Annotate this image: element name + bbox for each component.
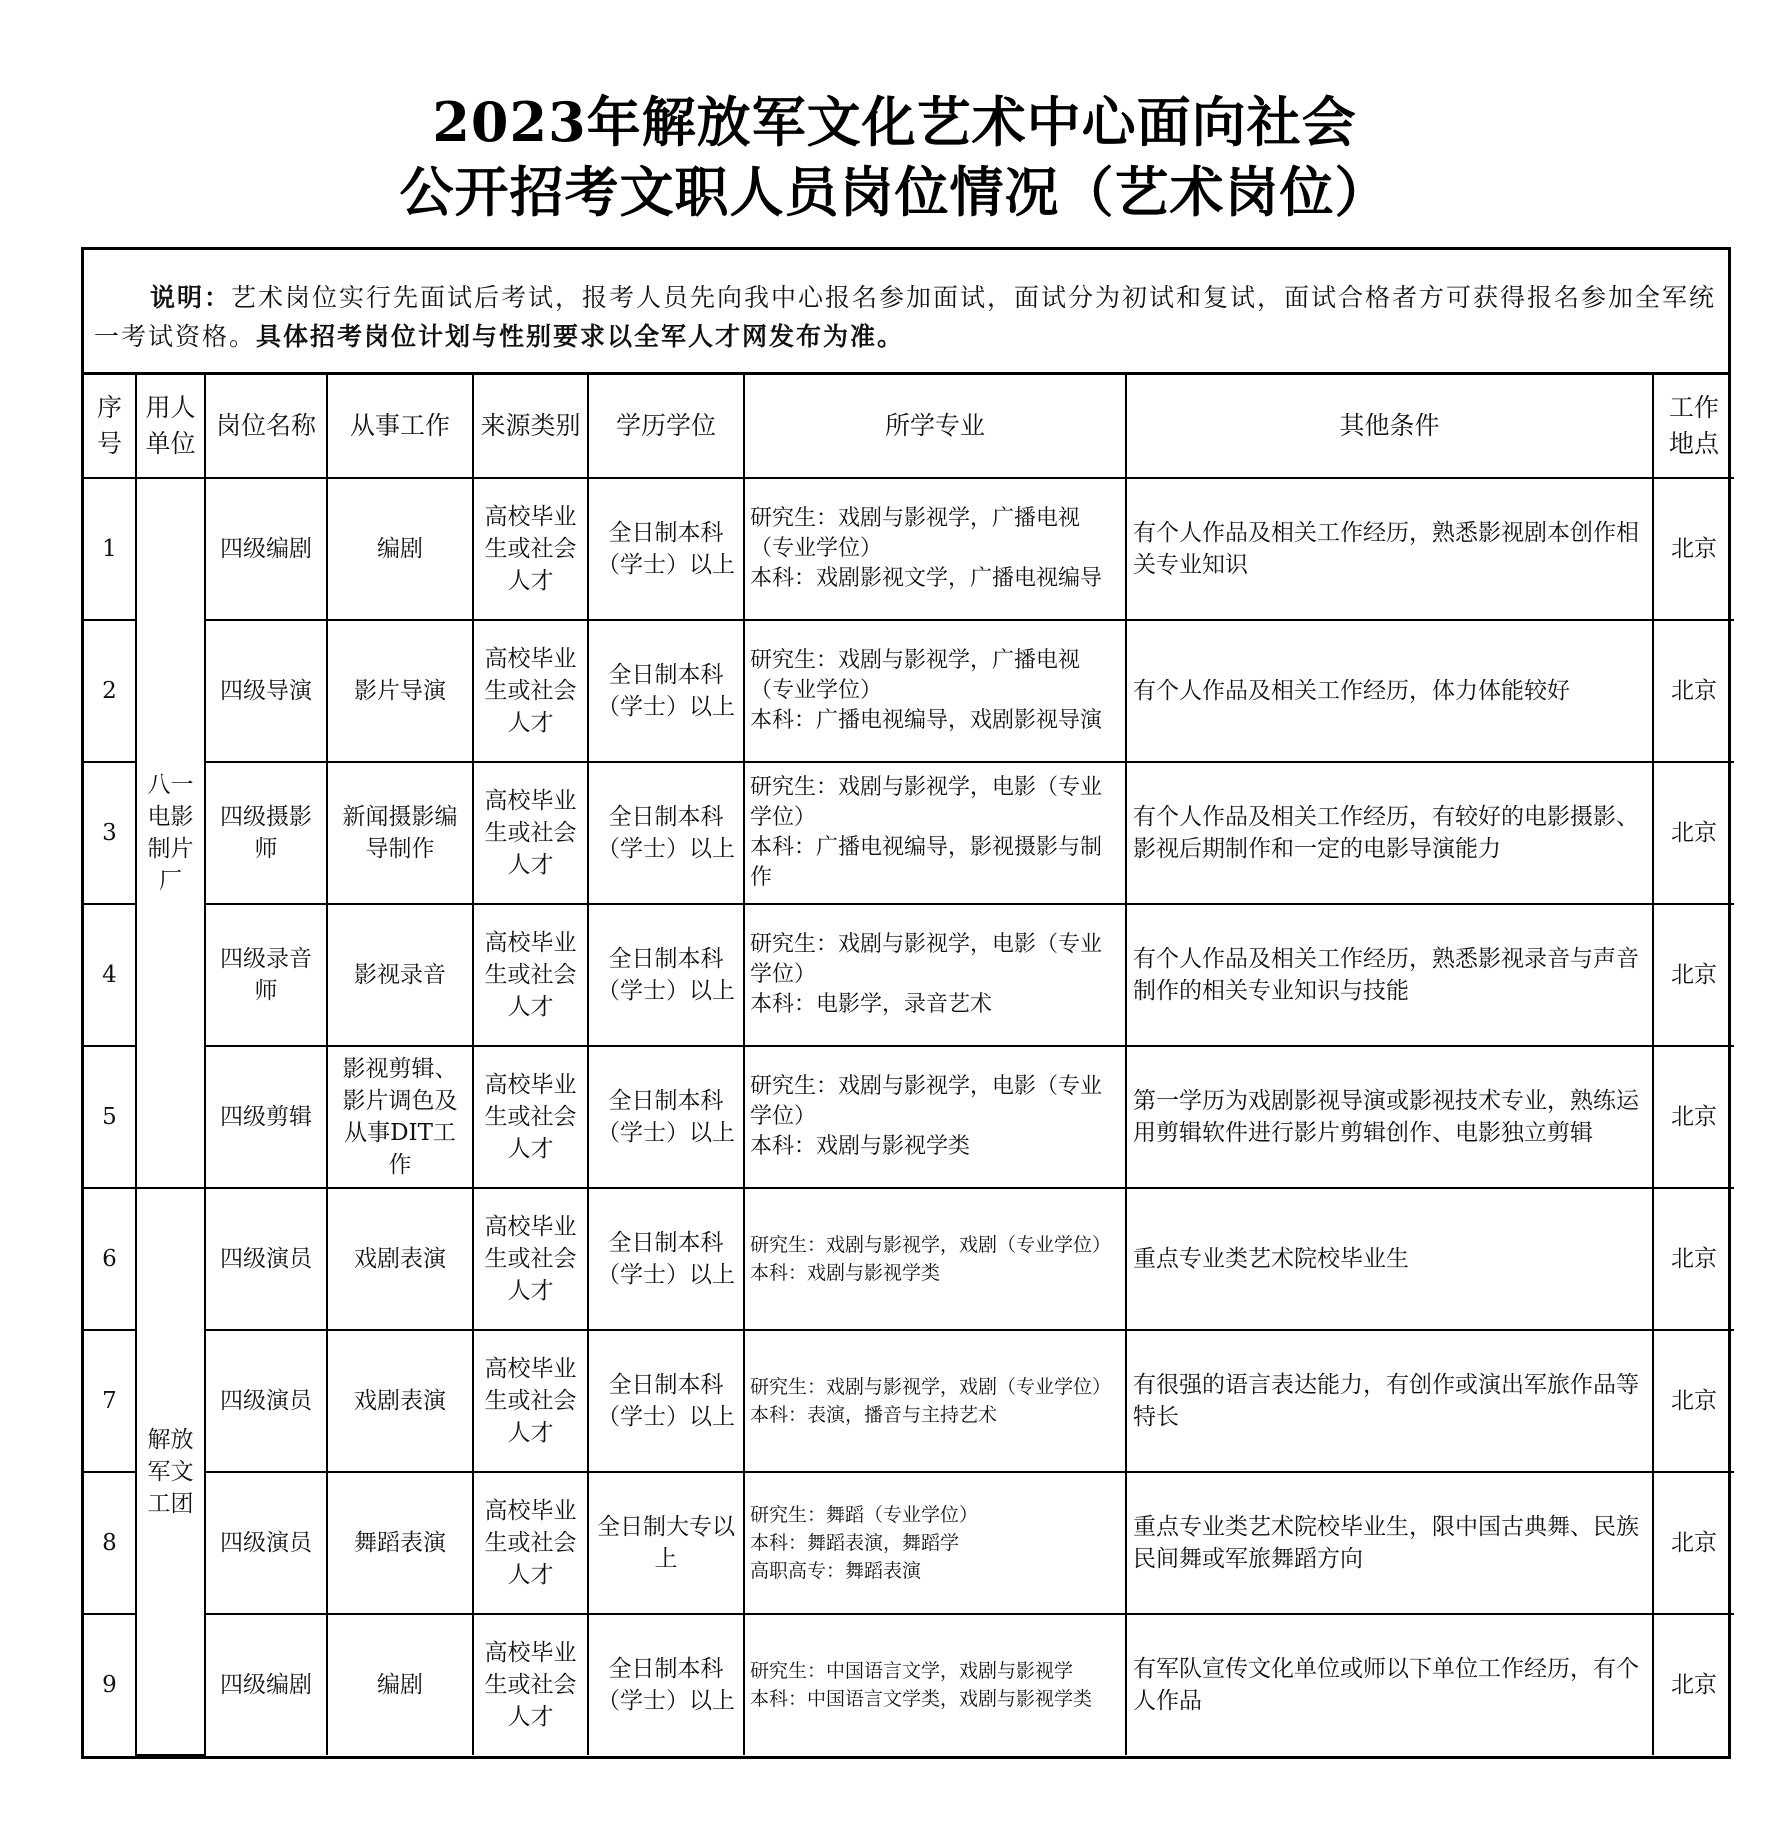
header-unit: 用人单位 bbox=[136, 375, 205, 478]
cell-no: 6 bbox=[84, 1188, 136, 1330]
cell-other: 重点专业类艺术院校毕业生，限中国古典舞、民族民间舞或军旅舞蹈方向 bbox=[1126, 1472, 1653, 1614]
cell-education: 全日制本科（学士）以上 bbox=[588, 1330, 744, 1472]
table-row bbox=[84, 478, 1734, 620]
positions-table bbox=[84, 375, 1734, 1756]
cell-education: 全日制本科（学士）以上 bbox=[588, 1188, 744, 1330]
major-line: 研究生：戏剧与影视学，电影（专业学位） bbox=[750, 932, 1103, 987]
major-line: 本科：电影学，录音艺术 bbox=[750, 992, 993, 1017]
cell-education: 全日制本科（学士）以上 bbox=[588, 904, 744, 1046]
cell-no: 5 bbox=[84, 1046, 136, 1188]
cell-location: 北京 bbox=[1653, 620, 1734, 762]
cell-source: 高校毕业生或社会人才 bbox=[473, 478, 588, 620]
major-line: 本科：戏剧与影视学类 bbox=[750, 1134, 971, 1159]
cell-major bbox=[744, 620, 1126, 762]
page-title-line-2: 公开招考文职人员岗位情况（艺术岗位） bbox=[399, 160, 1390, 224]
cell-major bbox=[744, 1472, 1126, 1614]
cell-work: 舞蹈表演 bbox=[327, 1472, 473, 1614]
cell-education: 全日制本科（学士）以上 bbox=[588, 1046, 744, 1188]
major-line: 研究生：戏剧与影视学，电影（专业学位） bbox=[750, 775, 1103, 830]
cell-source: 高校毕业生或社会人才 bbox=[473, 620, 588, 762]
cell-no: 4 bbox=[84, 904, 136, 1046]
cell-major bbox=[744, 1046, 1126, 1188]
cell-other: 有个人作品及相关工作经历，熟悉影视录音与声音制作的相关专业知识与技能 bbox=[1126, 904, 1653, 1046]
header-education: 学历学位 bbox=[588, 375, 744, 478]
major-line: 本科：戏剧影视文学，广播电视编导 bbox=[750, 566, 1103, 591]
cell-location: 北京 bbox=[1653, 1330, 1734, 1472]
cell-location: 北京 bbox=[1653, 1188, 1734, 1330]
cell-major bbox=[744, 1614, 1126, 1755]
cell-major bbox=[744, 1330, 1126, 1472]
cell-position: 四级演员 bbox=[205, 1188, 327, 1330]
cell-other: 有个人作品及相关工作经历，熟悉影视剧本创作相关专业知识 bbox=[1126, 478, 1653, 620]
cell-position: 四级演员 bbox=[205, 1472, 327, 1614]
note-label: 说明： bbox=[150, 283, 232, 312]
table-row bbox=[84, 904, 1734, 1046]
cell-no: 8 bbox=[84, 1472, 136, 1614]
cell-work: 影视剪辑、影片调色及从事DIT工作 bbox=[327, 1046, 473, 1188]
cell-other: 重点专业类艺术院校毕业生 bbox=[1126, 1188, 1653, 1330]
cell-position: 四级导演 bbox=[205, 620, 327, 762]
explanation-note bbox=[84, 250, 1728, 375]
cell-source: 高校毕业生或社会人才 bbox=[473, 762, 588, 904]
major-line: 研究生：戏剧与影视学，戏剧（专业学位） bbox=[750, 1376, 1112, 1398]
cell-position: 四级演员 bbox=[205, 1330, 327, 1472]
header-position: 岗位名称 bbox=[205, 375, 327, 478]
major-line: 研究生：戏剧与影视学，广播电视（专业学位） bbox=[750, 648, 1081, 703]
cell-education: 全日制本科（学士）以上 bbox=[588, 762, 744, 904]
table-row bbox=[84, 762, 1734, 904]
table-body bbox=[84, 478, 1734, 1755]
table-row bbox=[84, 1188, 1734, 1330]
cell-work: 影视录音 bbox=[327, 904, 473, 1046]
cell-source: 高校毕业生或社会人才 bbox=[473, 1188, 588, 1330]
cell-location: 北京 bbox=[1653, 762, 1734, 904]
cell-location: 北京 bbox=[1653, 904, 1734, 1046]
cell-no: 2 bbox=[84, 620, 136, 762]
cell-source: 高校毕业生或社会人才 bbox=[473, 1046, 588, 1188]
cell-education: 全日制本科（学士）以上 bbox=[588, 620, 744, 762]
cell-other: 有个人作品及相关工作经历，有较好的电影摄影、影视后期制作和一定的电影导演能力 bbox=[1126, 762, 1653, 904]
page-title-line-1: 2023年解放军文化艺术中心面向社会 bbox=[432, 90, 1357, 154]
cell-source: 高校毕业生或社会人才 bbox=[473, 1614, 588, 1755]
cell-major bbox=[744, 478, 1126, 620]
major-line: 本科：中国语言文学类，戏剧与影视学类 bbox=[750, 1688, 1093, 1710]
cell-other: 有军队宣传文化单位或师以下单位工作经历，有个人作品 bbox=[1126, 1614, 1653, 1755]
cell-other: 第一学历为戏剧影视导演或影视技术专业，熟练运用剪辑软件进行影片剪辑创作、电影独立剪辑 bbox=[1126, 1046, 1653, 1188]
cell-other: 有个人作品及相关工作经历，体力体能较好 bbox=[1126, 620, 1653, 762]
cell-education: 全日制本科（学士）以上 bbox=[588, 1614, 744, 1755]
header-location: 工作地点 bbox=[1653, 375, 1734, 478]
cell-location: 北京 bbox=[1653, 1614, 1734, 1755]
header-no: 序号 bbox=[84, 375, 136, 478]
major-line: 本科：广播电视编导，戏剧影视导演 bbox=[750, 708, 1103, 733]
cell-work: 影片导演 bbox=[327, 620, 473, 762]
cell-position: 四级摄影师 bbox=[205, 762, 327, 904]
major-line: 研究生：中国语言文学，戏剧与影视学 bbox=[750, 1660, 1074, 1682]
major-line: 本科：舞蹈表演，舞蹈学 bbox=[750, 1532, 960, 1554]
header-source: 来源类别 bbox=[473, 375, 588, 478]
positions-sheet bbox=[81, 247, 1731, 1759]
cell-location: 北京 bbox=[1653, 1046, 1734, 1188]
header-work: 从事工作 bbox=[327, 375, 473, 478]
header-major: 所学专业 bbox=[744, 375, 1126, 478]
major-line: 研究生：戏剧与影视学，广播电视（专业学位） bbox=[750, 506, 1081, 561]
major-line: 研究生：戏剧与影视学，戏剧（专业学位） bbox=[750, 1234, 1112, 1256]
cell-no: 1 bbox=[84, 478, 136, 620]
cell-source: 高校毕业生或社会人才 bbox=[473, 1330, 588, 1472]
cell-unit: 解放军文工团 bbox=[136, 1188, 205, 1755]
cell-work: 编剧 bbox=[327, 478, 473, 620]
cell-work: 编剧 bbox=[327, 1614, 473, 1755]
cell-education: 全日制本科（学士）以上 bbox=[588, 478, 744, 620]
major-line: 研究生：舞蹈（专业学位） bbox=[750, 1504, 979, 1526]
header-row bbox=[84, 375, 1734, 478]
cell-location: 北京 bbox=[1653, 478, 1734, 620]
cell-work: 戏剧表演 bbox=[327, 1330, 473, 1472]
cell-education: 全日制大专以上 bbox=[588, 1472, 744, 1614]
note-bold-text: 具体招考岗位计划与性别要求以全军人才网发布为准。 bbox=[256, 322, 905, 351]
table-row bbox=[84, 1614, 1734, 1755]
cell-position: 四级编剧 bbox=[205, 478, 327, 620]
major-line: 本科：戏剧与影视学类 bbox=[750, 1262, 941, 1284]
cell-unit: 八一电影制片厂 bbox=[136, 478, 205, 1188]
header-other: 其他条件 bbox=[1126, 375, 1653, 478]
cell-position: 四级编剧 bbox=[205, 1614, 327, 1755]
major-line: 本科：表演，播音与主持艺术 bbox=[750, 1404, 998, 1426]
major-line: 高职高专：舞蹈表演 bbox=[750, 1560, 922, 1582]
cell-no: 7 bbox=[84, 1330, 136, 1472]
major-line: 研究生：戏剧与影视学，电影（专业学位） bbox=[750, 1074, 1103, 1129]
cell-source: 高校毕业生或社会人才 bbox=[473, 904, 588, 1046]
cell-other: 有很强的语言表达能力，有创作或演出军旅作品等特长 bbox=[1126, 1330, 1653, 1472]
cell-work: 戏剧表演 bbox=[327, 1188, 473, 1330]
cell-position: 四级剪辑 bbox=[205, 1046, 327, 1188]
cell-no: 9 bbox=[84, 1614, 136, 1755]
major-line: 本科：广播电视编导，影视摄影与制作 bbox=[750, 835, 1103, 890]
table-row bbox=[84, 1046, 1734, 1188]
table-row bbox=[84, 620, 1734, 762]
cell-source: 高校毕业生或社会人才 bbox=[473, 1472, 588, 1614]
note-text: 艺术岗位实行先面试后考试，报考人员先向我中心报名参加面试，面试分为初试和复试，面试合格者方可获得报名参加全军统一考试资格。 bbox=[94, 283, 1717, 351]
cell-work: 新闻摄影编导制作 bbox=[327, 762, 473, 904]
cell-no: 3 bbox=[84, 762, 136, 904]
cell-major bbox=[744, 1188, 1126, 1330]
cell-position: 四级录音师 bbox=[205, 904, 327, 1046]
table-row bbox=[84, 1472, 1734, 1614]
cell-major bbox=[744, 762, 1126, 904]
cell-major bbox=[744, 904, 1126, 1046]
table-row bbox=[84, 1330, 1734, 1472]
cell-location: 北京 bbox=[1653, 1472, 1734, 1614]
